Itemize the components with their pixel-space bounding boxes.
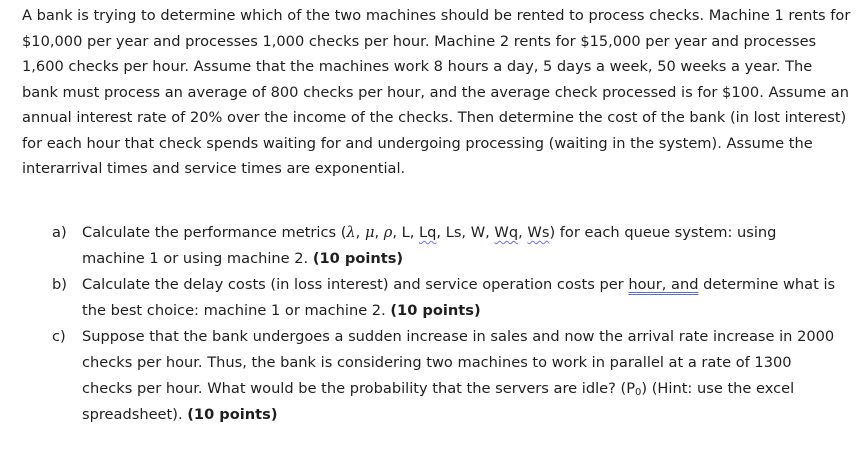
question-c-text: Suppose that the bank undergoes a sudden increase in sales and now the arrival rate increase in 2000 checks per hour. Thus, the bank is considering two machines to work in parallel at a rate of 1300 checks per hour. What would be the probability that the servers are idle? (P [82,328,835,397]
lambda-symbol: λ [346,224,356,241]
question-c [52,324,842,428]
ws-term: Ws [527,224,550,241]
question-a-text: , L, [392,224,420,241]
question-a-label: a) [52,224,67,241]
wq-term: Wq [494,224,519,241]
separator: , [374,224,384,241]
mu-symbol: μ [364,224,375,241]
underlined-phrase: hour, and [628,276,699,293]
question-a-points: (10 points) [312,250,404,267]
question-a-text: ) for each queue system: using machine 1 or using machine 2. [82,224,777,267]
question-c-text: ) (Hint: use the excel spreadsheet). [82,380,795,423]
question-b-text: Calculate the delay costs (in loss interest) and service operation costs per [82,276,629,293]
question-b-text: determine what is the best choice: machine 1 or machine 2. [82,276,836,319]
question-c-points: (10 points) [187,406,278,423]
question-a-text: , Ls, W, [436,224,495,241]
separator: , [355,224,365,241]
question-list [52,220,842,428]
question-c-label: c) [52,328,66,345]
question-a [52,220,842,272]
problem-statement: A bank is trying to determine which of the two machines should be rented to process checks. Machine 1 rents for $10,000 per year and processes 1,000 checks per hour. Machine 2 rents for $15,000 per year and processes 1,600 checks per hour. Assume that the machines work 8 hours a day, 5 days a week, 50 weeks a year. The bank must process an average of 800 checks per hour, and the average check processed is for $100. Assume an annual interest rate of 20% over the income of the checks. Then determine the cost of the bank (in lost interest) for each hour that check spends waiting for and undergoing processing (waiting in the system). Assume the interarrival times and service times are exponential. [22,7,851,177]
lq-term: Lq [419,224,437,241]
question-b-points: (10 points) [390,302,481,319]
separator: , [518,224,528,241]
rho-symbol: ρ [383,224,393,241]
question-b-label: b) [52,276,67,293]
p-subscript: 0 [635,387,642,398]
question-a-text: Calculate the performance metrics ( [82,224,347,241]
question-b [52,272,842,324]
